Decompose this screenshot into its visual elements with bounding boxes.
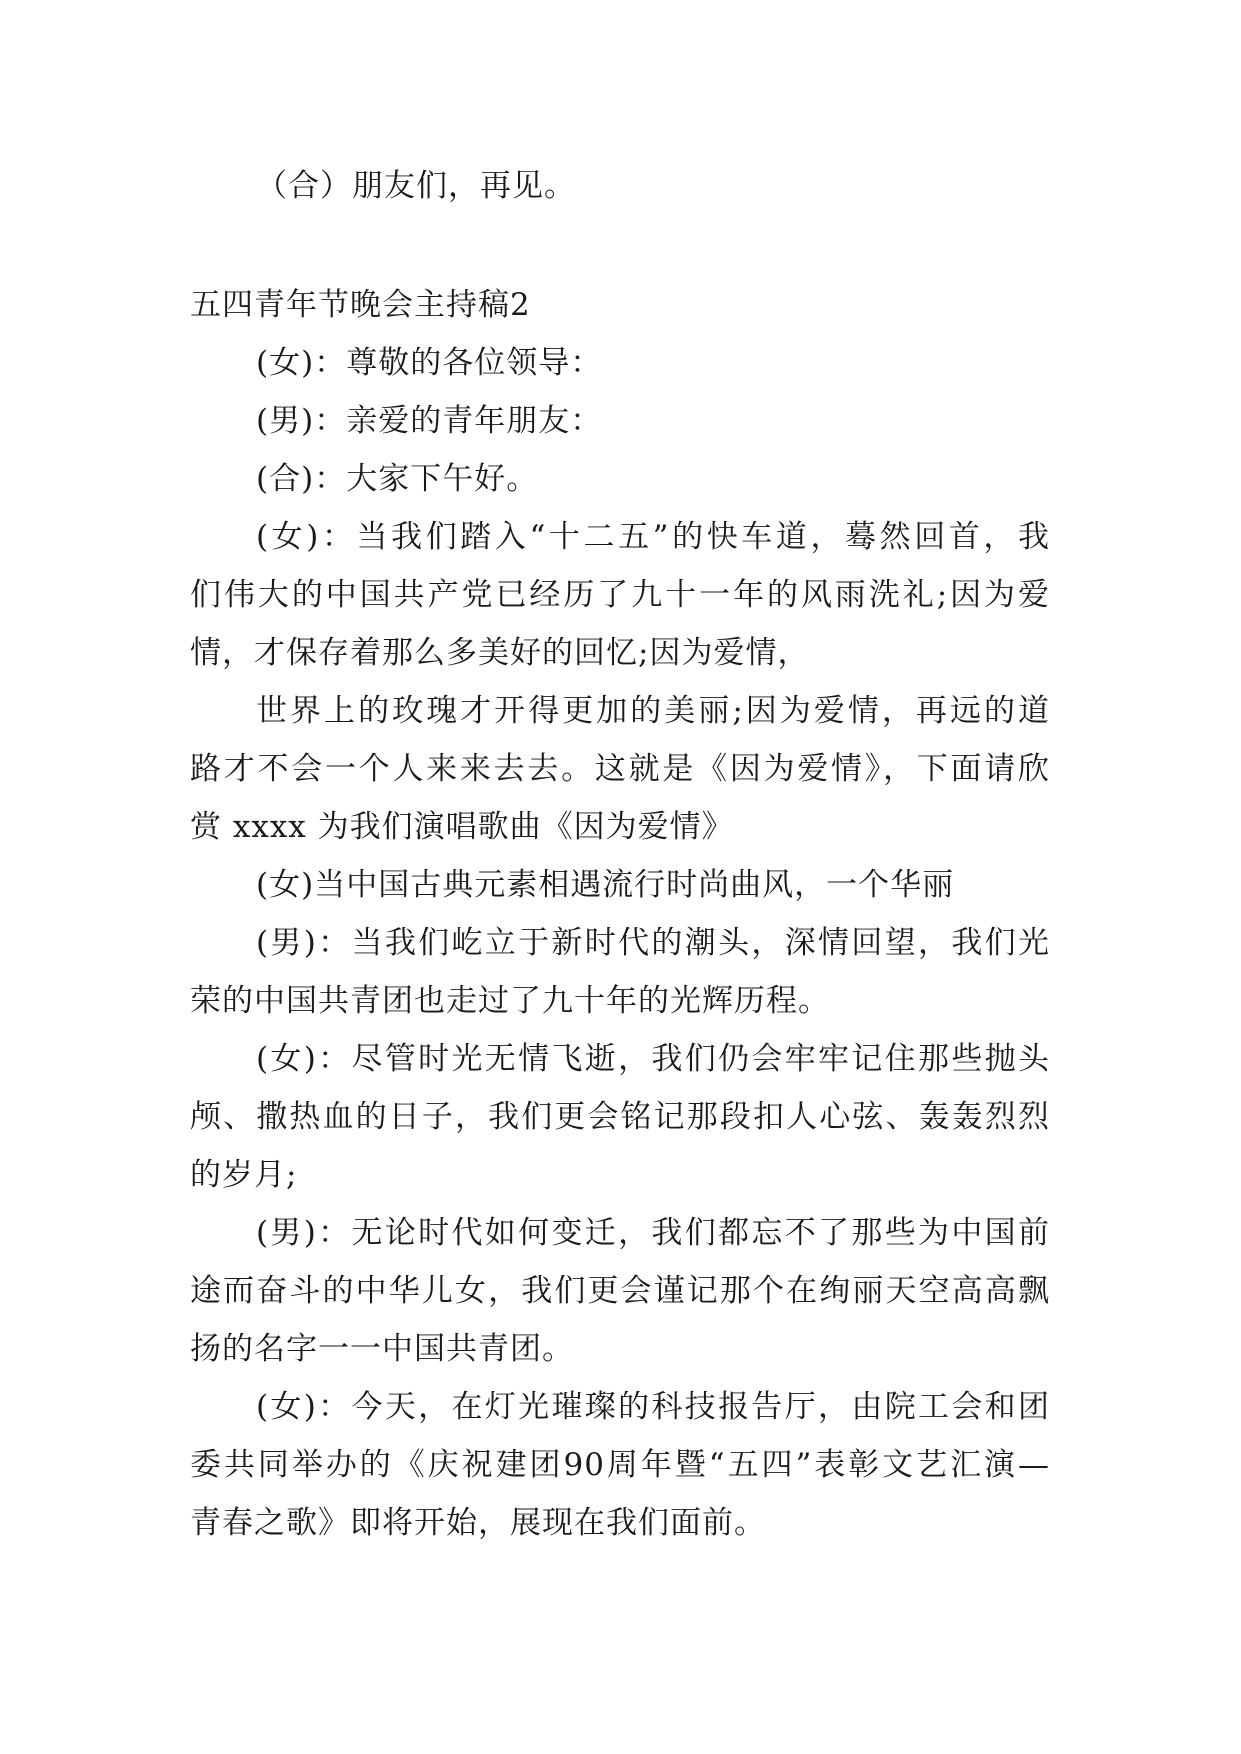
paragraph-line: 赏 xxxx 为我们演唱歌曲《因为爱情》	[190, 809, 734, 845]
paragraph-line: (男)：亲爱的青年朋友：	[256, 403, 603, 439]
paragraph-line: (女)：今天，在灯光璀璨的科技报告厅，由院工会和团	[256, 1389, 1050, 1425]
paragraph-line: 颅、撒热血的日子，我们更会铭记那段扣人心弦、轰轰烈烈	[190, 1099, 1050, 1135]
paragraph-line: 扬的名字一一中国共青团。	[190, 1331, 574, 1367]
paragraph-line: 路才不会一个人来来去去。这就是《因为爱情》，下面请欣	[190, 751, 1050, 787]
paragraph-line: 的岁月;	[190, 1157, 298, 1193]
paragraph-line: 情，才保存着那么多美好的回忆;因为爱情，	[190, 635, 810, 671]
paragraph-line: 们伟大的中国共产党已经历了九十一年的风雨洗礼;因为爱	[190, 577, 1050, 613]
paragraph-line: 荣的中国共青团也走过了九十年的光辉历程。	[190, 983, 830, 1019]
paragraph-line: 青春之歌》即将开始，展现在我们面前。	[190, 1505, 766, 1541]
paragraph-line: (合)：大家下午好。	[256, 461, 539, 497]
paragraph-line: (女)：当我们踏入“十二五”的快车道，蓦然回首，我	[256, 519, 1050, 555]
paragraph-line: (女)当中国古典元素相遇流行时尚曲风，一个华丽	[256, 867, 955, 903]
section-title: 五四青年节晚会主持稿2	[190, 287, 531, 323]
paragraph-line: 委共同举办的《庆祝建团90周年暨“五四”表彰文艺汇演—	[190, 1447, 1050, 1483]
closing-line: （合）朋友们，再见。	[256, 168, 576, 204]
paragraph-line: (男)：无论时代如何变迁，我们都忘不了那些为中国前	[256, 1215, 1050, 1251]
paragraph-line: 途而奋斗的中华儿女，我们更会谨记那个在绚丽天空高高飘	[190, 1273, 1050, 1309]
paragraph-line: 世界上的玫瑰才开得更加的美丽;因为爱情，再远的道	[256, 693, 1050, 729]
paragraph-line: (女)：尊敬的各位领导：	[256, 345, 603, 381]
paragraph-line: (男)：当我们屹立于新时代的潮头，深情回望，我们光	[256, 925, 1050, 961]
paragraph-line: (女)：尽管时光无情飞逝，我们仍会牢牢记住那些抛头	[256, 1041, 1050, 1077]
